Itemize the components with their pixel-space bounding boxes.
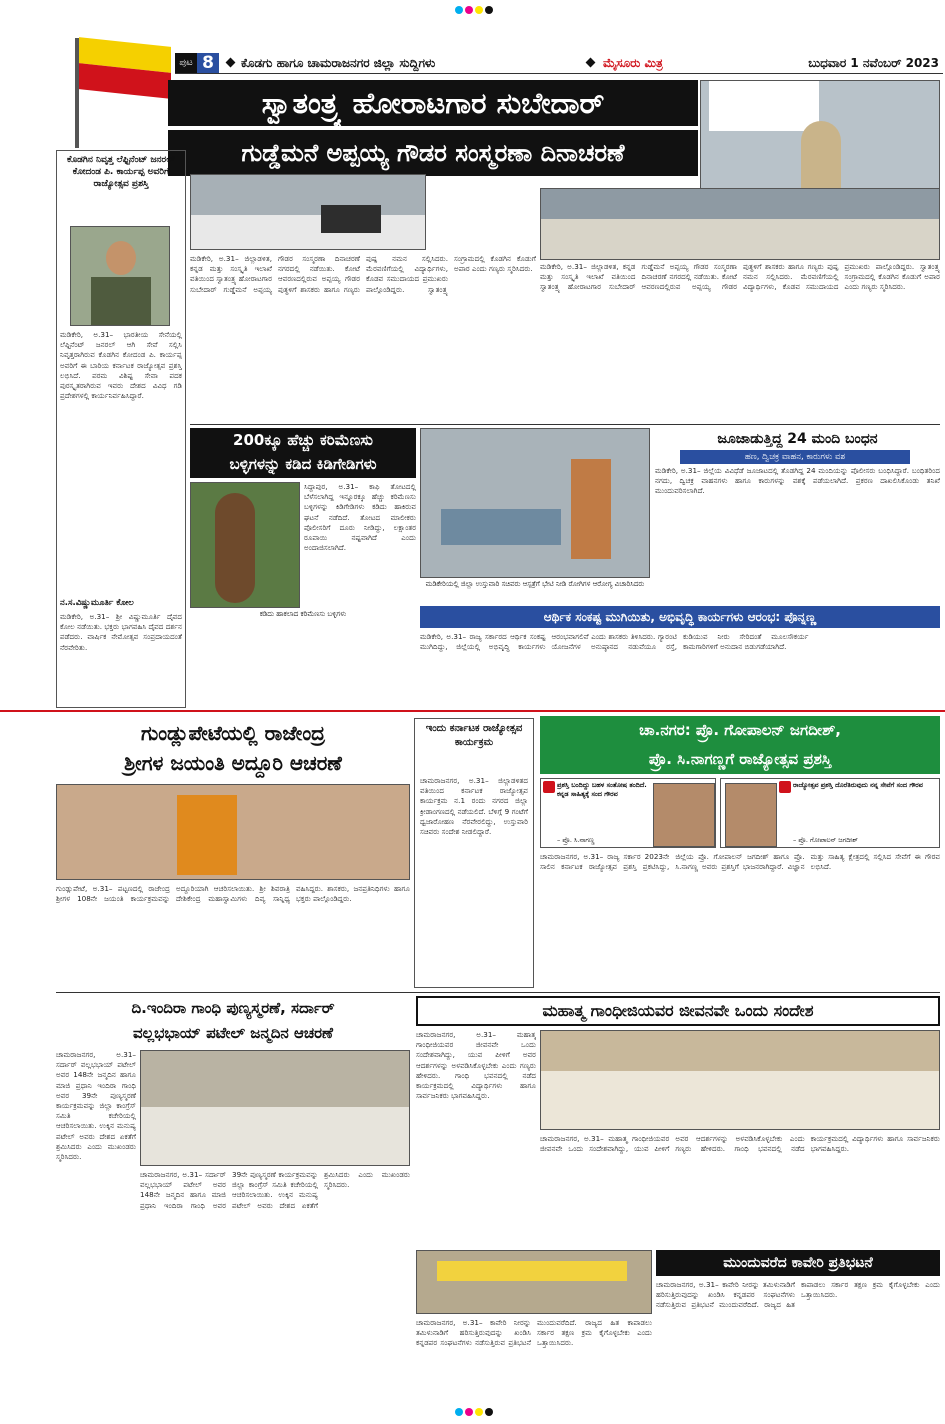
page-number: 8 <box>197 53 219 73</box>
caption-backdrop <box>709 81 819 131</box>
main-headline-line-2: ಗುಡ್ಡೆಮನೆ ಅಪ್ಪಯ್ಯ ಗೌಡರ ಸಂಸ್ಮರಣಾ ದಿನಾಚರಣೆ <box>168 130 698 176</box>
gathered-dignitaries <box>541 219 940 260</box>
quote-box-jagadish <box>720 778 940 848</box>
award-headline <box>540 716 940 774</box>
registration-dot-yellow <box>475 6 483 14</box>
indira-headline-line-2: ವಲ್ಲಭಭಾಯ್ ಪಟೇಲ್ ಜನ್ಮದಿನ ಆಚರಣೆ <box>133 1024 333 1042</box>
quote-1-text: ಪ್ರಶಸ್ತಿ ಬಂದಿದ್ದು ಬಹಳ ಸಂತೋಷ ತಂದಿದೆ. ಕನ್ನಡ ಸಾಹಿತ್ಯಕ್ಕೆ ಸಂದ ಗೌರವ <box>557 781 647 798</box>
page-header <box>175 52 943 74</box>
attendees <box>141 1107 410 1166</box>
page-divider <box>0 710 945 712</box>
quote-icon <box>543 781 555 793</box>
gandhi-body-continued: ಚಾಮರಾಜನಗರ, ಅ.31– ಮಹಾತ್ಮ ಗಾಂಧೀಜಿಯವರ ಜೀವನವೇ ಒಂದು ಸಂದೇಶವಾಗಿದ್ದು, ಯುವ ಪೀಳಿಗೆ ಅವರ ಆದರ್ಶಗಳನ್ನು ಅಳವಡಿಸಿಕೊಳ್ಳಬೇಕು ಎಂದು ಗಣ್ಯರು ಹೇಳಿದರು. ಗಾಂಧಿ ಭವನದಲ್ಲಿ ನಡೆದ ಕಾರ್ಯಕ್ರಮದಲ್ಲಿ ವಿದ್ಯಾರ್ಥಿಗಳು ಹಾಗೂ ಸಾರ್ವಜನಿಕರು ಭಾಗವಹಿಸಿದ್ದರು. <box>540 1134 940 1154</box>
rajyotsava-body: ಚಾಮರಾಜನಗರ, ಅ.31– ಜಿಲ್ಲಾಡಳಿತದ ವತಿಯಿಂದ ಕರ್ನಾಟಕ ರಾಜ್ಯೋತ್ಸವ ಕಾರ್ಯಕ್ರಮ ನ.1 ರಂದು ನಗರದ ಜಿಲ್ಲಾ ಕ್ರೀಡಾಂಗಣದಲ್ಲಿ ನಡೆಯಲಿದೆ. ಬೆಳಿಗ್ಗೆ 9 ಗಂಟೆಗೆ ಧ್ವಜಾರೋಹಣ ನೆರವೇರಲಿದ್ದು, ಉಸ್ತುವಾರಿ ಸಚಿವರು ಸಂದೇಶ ನೀಡಲಿದ್ದಾರೆ. <box>420 776 528 837</box>
portrait-uniform <box>91 277 151 326</box>
hospital-visit-photo <box>420 428 650 578</box>
hospital-bed <box>441 509 561 545</box>
quote-box-nagannna <box>540 778 716 848</box>
protest-body: ಚಾಮರಾಜನಗರ, ಅ.31– ಕಾವೇರಿ ನೀರನ್ನು ತಮಿಳುನಾಡಿಗೆ ಹರಿಸುತ್ತಿರುವುದನ್ನು ಖಂಡಿಸಿ ಕನ್ನಡಪರ ಸಂಘಟನೆಗಳು ನಡೆಸುತ್ತಿರುವ ಪ್ರತಿಭಟನೆ ಮುಂದುವರೆದಿದೆ. ರಾಜ್ಯದ ಹಿತ ಕಾಪಾಡಲು ಸರ್ಕಾರ ತಕ್ಷಣ ಕ್ರಮ ಕೈಗೊಳ್ಳಬೇಕು ಎಂದು ಒತ್ತಾಯಿಸಿದರು. <box>416 1318 652 1348</box>
quote-1-attribution: – ಪ್ರೊ. ಸಿ.ನಾಗಣ್ಣ <box>557 836 595 844</box>
quote-2-attribution: – ಪ್ರೊ. ಗೋಪಾಲನ್ ಜಗದೀಶ್ <box>793 836 858 844</box>
floral-tribute-photo <box>540 188 940 260</box>
marchers <box>191 215 426 250</box>
hospital-photo-caption: ಮಡಿಕೇರಿಯಲ್ಲಿ ಜಿಲ್ಲಾ ಉಸ್ತುವಾರಿ ಸಚಿವರು ಆಸ್ಪತ್ರೆಗೆ ಭೇಟಿ ನೀಡಿ ರೋಗಿಗಳ ಆರೋಗ್ಯ ವಿಚಾರಿಸಿದರು <box>425 580 645 588</box>
cut-vine <box>215 493 255 603</box>
jayanthi-headline-line-2: ಶ್ರೀಗಳ ಜಯಂತಿ ಅದ್ದೂರಿ ಆಚರಣೆ <box>124 751 342 775</box>
issue-date: ಬುಧವಾರ 1 ನವೆಂಬರ್ 2023 <box>808 56 939 70</box>
diamond-icon <box>226 58 236 68</box>
sidebar-sub-body: ಮಡಿಕೇರಿ, ಅ.31– ಶ್ರೀ ವಿಷ್ಣುಮೂರ್ತಿ ದೈವದ ಕೋಲ ನಡೆಯಿತು. ಭಕ್ತರು ಭಾಗವಹಿಸಿ ದೈವದ ದರ್ಶನ ಪಡೆದರು. ವಾರ್ಷಿಕ ನೇಮೋತ್ಸವ ಸಂಪ್ರದಾಯದಂತೆ ನೆರವೇರಿತು. <box>60 612 182 652</box>
sidebar-body: ಮಡಿಕೇರಿ, ಅ.31– ಭಾರತೀಯ ಸೇನೆಯಲ್ಲಿ ಲೆಫ್ಟಿನೆಂಟ್ ಜನರಲ್ ಆಗಿ ಸೇವೆ ಸಲ್ಲಿಸಿ ನಿವೃತ್ತರಾಗಿರುವ ಕೊಡಗಿನ ಕೋದಂಡ ಪಿ. ಕಾರ್ಯಪ್ಪ ಅವರಿಗೆ ಈ ಬಾರಿಯ ಕರ್ನಾಟಕ ರಾಜ್ಯೋತ್ಸವ ಪ್ರಶಸ್ತಿ ಲಭಿಸಿದೆ. ಪರಮ ವಿಶಿಷ್ಟ ಸೇವಾ ಪದಕ ಪುರಸ್ಕೃತರಾಗಿರುವ ಇವರು ದೇಶದ ವಿವಿಧ ಗಡಿ ಪ್ರದೇಶಗಳಲ್ಲಿ ಕಾರ್ಯನಿರ್ವಹಿಸಿದ್ದಾರೆ. <box>60 330 182 401</box>
procession-photo <box>190 174 426 250</box>
karnataka-flag <box>55 38 175 148</box>
main-story-body-continued: ಮಡಿಕೇರಿ, ಅ.31– ಜಿಲ್ಲಾಡಳಿತ, ಕನ್ನಡ ಮತ್ತು ಸಂಸ್ಕೃತಿ ಇಲಾಖೆ ವತಿಯಿಂದ ಸ್ವಾತಂತ್ರ್ಯ ಹೋರಾಟಗಾರ ಸುಬೇದಾರ್ ಗುಡ್ಡೆಮನೆ ಅಪ್ಪಯ್ಯ ಗೌಡರ ಸಂಸ್ಮರಣಾ ದಿನಾಚರಣೆ ನಗರದಲ್ಲಿ ನಡೆಯಿತು. ಕೋಟೆ ಆವರಣದಲ್ಲಿರುವ ಅಪ್ಪಯ್ಯ ಗೌಡರ ಪುತ್ಥಳಿಗೆ ಶಾಸಕರು ಹಾಗೂ ಗಣ್ಯರು ಪುಷ್ಪ ನಮನ ಸಲ್ಲಿಸಿದರು. ಮೆರವಣಿಗೆಯಲ್ಲಿ ವಿದ್ಯಾರ್ಥಿಗಳು, ಕೊಡವ ಸಮುದಾಯದ ಪ್ರಮುಖರು ಪಾಲ್ಗೊಂಡಿದ್ದರು. ಸ್ವಾತಂತ್ರ್ಯ ಸಂಗ್ರಾಮದಲ್ಲಿ ಕೊಡಗಿನ ಕೊಡುಗೆ ಅಪಾರ ಎಂದು ಗಣ್ಯರು ಸ್ಮರಿಸಿದರು. <box>540 262 940 292</box>
jayanthi-headline <box>56 718 410 782</box>
visitor <box>571 459 611 559</box>
indira-body-continued: ಚಾಮರಾಜನಗರ, ಅ.31– ಸರ್ದಾರ್ ವಲ್ಲಭಭಾಯ್ ಪಟೇಲ್ ಅವರ 148ನೇ ಜನ್ಮದಿನ ಹಾಗೂ ಮಾಜಿ ಪ್ರಧಾನಿ ಇಂದಿರಾ ಗಾಂಧಿ ಅವರ 39ನೇ ಪುಣ್ಯಸ್ಮರಣೆ ಕಾರ್ಯಕ್ರಮವನ್ನು ಜಿಲ್ಲಾ ಕಾಂಗ್ರೆಸ್ ಸಮಿತಿ ಕಚೇರಿಯಲ್ಲಿ ಆಚರಿಸಲಾಯಿತು. ಉಕ್ಕಿನ ಮನುಷ್ಯ ಪಟೇಲ್ ಅವರು ದೇಶದ ಏಕತೆಗೆ ಶ್ರಮಿಸಿದರು ಎಂದು ಮುಖಂಡರು ಸ್ಮರಿಸಿದರು. <box>140 1170 410 1210</box>
pepper-photo-caption: ಕಡಿದು ಹಾಕಲಾದ ಕರಿಮೆಣಸು ಬಳ್ಳಿಗಳು <box>259 610 347 618</box>
registration-dot-cyan <box>455 6 463 14</box>
protest-photo <box>416 1250 652 1314</box>
nagannna-portrait <box>653 783 715 847</box>
protest-banner <box>437 1261 627 1281</box>
gandhi-body: ಚಾಮರಾಜನಗರ, ಅ.31– ಮಹಾತ್ಮ ಗಾಂಧೀಜಿಯವರ ಜೀವನವೇ ಒಂದು ಸಂದೇಶವಾಗಿದ್ದು, ಯುವ ಪೀಳಿಗೆ ಅವರ ಆದರ್ಶಗಳನ್ನು ಅಳವಡಿಸಿಕೊಳ್ಳಬೇಕು ಎಂದು ಗಣ್ಯರು ಹೇಳಿದರು. ಗಾಂಧಿ ಭವನದಲ್ಲಿ ನಡೆದ ಕಾರ್ಯಕ್ರಮದಲ್ಲಿ ವಿದ್ಯಾರ್ಥಿಗಳು ಹಾಗೂ ಸಾರ್ವಜನಿಕರು ಭಾಗವಹಿಸಿದ್ದರು. <box>416 1030 536 1101</box>
jayanthi-body: ಗುಂಡ್ಲುಪೇಟೆ, ಅ.31– ಪಟ್ಟಣದಲ್ಲಿ ರಾಜೇಂದ್ರ ಶ್ರೀಗಳ 108ನೇ ಜಯಂತಿ ಕಾರ್ಯಕ್ರಮವನ್ನು ಅದ್ದೂರಿಯಾಗಿ ಆಚರಿಸಲಾಯಿತು. ಶ್ರೀ ಶಿವರಾತ್ರಿ ದೇಶಿಕೇಂದ್ರ ಮಹಾಸ್ವಾಮಿಗಳು ದಿವ್ಯ ಸಾನ್ನಿಧ್ಯ ವಹಿಸಿದ್ದರು. ಶಾಸಕರು, ಜನಪ್ರತಿನಿಧಿಗಳು ಹಾಗೂ ಭಕ್ತರು ಪಾಲ್ಗೊಂಡಿದ್ದರು. <box>56 884 410 904</box>
award-headline-line-2: ಪ್ರೊ. ಸಿ.ನಾಗಣ್ಣಗೆ ರಾಜ್ಯೋತ್ಸವ ಪ್ರಶಸ್ತಿ <box>648 750 832 768</box>
diamond-icon <box>586 58 596 68</box>
indira-headline-line-1: ದಿ.ಇಂದಿರಾ ಗಾಂಧಿ ಪುಣ್ಯಸ್ಮರಣೆ, ಸರ್ದಾರ್ <box>131 999 335 1017</box>
indira-event-photo <box>140 1050 410 1166</box>
economy-headline: ಆರ್ಥಿಕ ಸಂಕಷ್ಟ ಮುಗಿಯಿತು, ಅಭಿವೃದ್ಧಿ ಕಾರ್ಯಗಳು ಆರಂಭ: ಪೊನ್ನಣ್ಣ <box>420 606 940 628</box>
event-guests <box>541 1071 940 1130</box>
gandhi-event-photo <box>540 1030 940 1130</box>
section-title: ಕೊಡಗು ಹಾಗೂ ಚಾಮರಾಜನಗರ ಜಿಲ್ಲಾ ಸುದ್ದಿಗಳು <box>241 56 436 70</box>
pepper-vines-photo <box>190 482 300 608</box>
banner <box>321 205 381 233</box>
cauvery-headline: ಮುಂದುವರೆದ ಕಾವೇರಿ ಪ್ರತಿಭಟನೆ <box>656 1250 940 1276</box>
arrest-body: ಮಡಿಕೇರಿ, ಅ.31– ಜಿಲ್ಲೆಯ ವಿವಿಧೆಡೆ ಜೂಜಾಟದಲ್ಲಿ ತೊಡಗಿದ್ದ 24 ಮಂದಿಯನ್ನು ಪೊಲೀಸರು ಬಂಧಿಸಿದ್ದಾರೆ. ಬಂಧಿತರಿಂದ ನಗದು, ದ್ವಿಚಕ್ರ ವಾಹನಗಳು ಹಾಗೂ ಕಾರುಗಳನ್ನು ವಶಕ್ಕೆ ಪಡೆಯಲಾಗಿದೆ. ಪ್ರಕರಣ ದಾಖಲಿಸಿಕೊಂಡು ತನಿಖೆ ಮುಂದುವರಿಸಲಾಗಿದೆ. <box>655 466 940 496</box>
arrest-subhead: ಹಣ, ದ್ವಿಚಕ್ರ ವಾಹನ, ಕಾರುಗಳು ವಶ <box>680 450 910 464</box>
quote-2-text: ರಾಜ್ಯೋತ್ಸವ ಪ್ರಶಸ್ತಿ ದೊರೆತಿರುವುದು ನನ್ನ ಸೇವೆಗೆ ಸಂದ ಗೌರವ <box>793 781 923 789</box>
quote-icon <box>779 781 791 793</box>
page-label: ಪುಟ <box>175 53 197 73</box>
award-headline-line-1: ಚಾ.ನಗರ: ಪ್ರೊ. ಗೋಪಾಲನ್ ಜಗದೀಶ್, <box>639 721 841 739</box>
gandhi-headline: ಮಹಾತ್ಮ ಗಾಂಧೀಜಿಯವರ ಜೀವನವೇ ಒಂದು ಸಂದೇಶ <box>416 996 940 1026</box>
jayanthi-stage-photo <box>56 784 410 880</box>
registration-dot-black <box>485 6 493 14</box>
sidebar-headline: ಕೊಡಗಿನ ನಿವೃತ್ತ ಲೆಫ್ಟಿನೆಂಟ್ ಜನರಲ್ ಕೋದಂಡ ಪಿ. ಕಾರ್ಯಪ್ಪ ಅವರಿಗೆ ರಾಜ್ಯೋತ್ಸವ ಪ್ರಶಸ್ತಿ <box>67 155 175 189</box>
rajyotsava-headline: ಇಂದು ಕರ್ನಾಟಕ ರಾಜ್ಯೋತ್ಸವ ಕಾರ್ಯಕ್ರಮ <box>425 723 523 748</box>
cauvery-body: ಚಾಮರಾಜನಗರ, ಅ.31– ಕಾವೇರಿ ನೀರನ್ನು ತಮಿಳುನಾಡಿಗೆ ಹರಿಸುತ್ತಿರುವುದನ್ನು ಖಂಡಿಸಿ ಕನ್ನಡಪರ ಸಂಘಟನೆಗಳು ನಡೆಸುತ್ತಿರುವ ಪ್ರತಿಭಟನೆ ಮುಂದುವರೆದಿದೆ. ರಾಜ್ಯದ ಹಿತ ಕಾಪಾಡಲು ಸರ್ಕಾರ ತಕ್ಷಣ ಕ್ರಮ ಕೈಗೊಳ್ಳಬೇಕು ಎಂದು ಒತ್ತಾಯಿಸಿದರು. <box>656 1280 940 1310</box>
main-headline-line-1: ಸ್ವಾತಂತ್ರ್ಯ ಹೋರಾಟಗಾರ ಸುಬೇದಾರ್ <box>168 80 698 126</box>
pepper-body-text: ಸಿದ್ದಾಪುರ, ಅ.31– ಕಾಫಿ ತೋಟದಲ್ಲಿ ಬೆಳೆಸಲಾಗಿದ್ದ ಇನ್ನೂರಕ್ಕೂ ಹೆಚ್ಚು ಕರಿಮೆಣಸು ಬಳ್ಳಿಗಳನ್ನು ಕಿಡಿಗೇಡಿಗಳು ಕಡಿದು ಹಾಕಿರುವ ಘಟನೆ ನಡೆದಿದೆ. ತೋಟದ ಮಾಲೀಕರು ಪೊಲೀಸರಿಗೆ ದೂರು ನೀಡಿದ್ದು, ಲಕ್ಷಾಂತರ ರೂಪಾಯಿ ನಷ್ಟವಾಗಿದೆ ಎಂದು ಅಂದಾಜಿಸಲಾಗಿದೆ. <box>304 482 416 553</box>
award-body: ಚಾಮರಾಜನಗರ, ಅ.31– ರಾಜ್ಯ ಸರ್ಕಾರ 2023ನೇ ಸಾಲಿನ ಕರ್ನಾಟಕ ರಾಜ್ಯೋತ್ಸವ ಪ್ರಶಸ್ತಿ ಪ್ರಕಟಿಸಿದ್ದು, ಜಿಲ್ಲೆಯ ಪ್ರೊ. ಗೋಪಾಲನ್ ಜಗದೀಶ್ ಹಾಗೂ ಪ್ರೊ. ಸಿ.ನಾಗಣ್ಣ ಅವರು ಪ್ರಶಸ್ತಿಗೆ ಭಾಜನರಾಗಿದ್ದಾರೆ. ವಿಜ್ಞಾನ ಮತ್ತು ಸಾಹಿತ್ಯ ಕ್ಷೇತ್ರದಲ್ಲಿ ಸಲ್ಲಿಸಿದ ಸೇವೆಗೆ ಈ ಗೌರವ ಲಭಿಸಿದೆ. <box>540 852 940 872</box>
sidebar-sub-headline: ನ.ಸ.ವಿಷ್ಣುಮೂರ್ತಿ ಕೋಲ <box>60 598 134 608</box>
indira-body: ಚಾಮರಾಜನಗರ, ಅ.31– ಸರ್ದಾರ್ ವಲ್ಲಭಭಾಯ್ ಪಟೇಲ್ ಅವರ 148ನೇ ಜನ್ಮದಿನ ಹಾಗೂ ಮಾಜಿ ಪ್ರಧಾನಿ ಇಂದಿರಾ ಗಾಂಧಿ ಅವರ 39ನೇ ಪುಣ್ಯಸ್ಮರಣೆ ಕಾರ್ಯಕ್ರಮವನ್ನು ಜಿಲ್ಲಾ ಕಾಂಗ್ರೆಸ್ ಸಮಿತಿ ಕಚೇರಿಯಲ್ಲಿ ಆಚರಿಸಲಾಯಿತು. ಉಕ್ಕಿನ ಮನುಷ್ಯ ಪಟೇಲ್ ಅವರು ದೇಶದ ಏಕತೆಗೆ ಶ್ರಮಿಸಿದರು ಎಂದು ಮುಖಂಡರು ಸ್ಮರಿಸಿದರು. <box>56 1050 136 1162</box>
swamiji-figure <box>177 795 237 875</box>
masthead: ಮೈಸೂರು ಮಿತ್ರ <box>603 56 663 70</box>
registration-dot-magenta <box>465 6 473 14</box>
jagadish-portrait <box>725 783 777 847</box>
lt-gen-portrait <box>70 226 170 326</box>
portrait-face <box>106 241 136 275</box>
section-rule <box>190 424 940 425</box>
jayanthi-headline-line-1: ಗುಂಡ್ಲುಪೇಟೆಯಲ್ಲಿ ರಾಜೇಂದ್ರ <box>141 721 325 745</box>
economy-body: ಮಡಿಕೇರಿ, ಅ.31– ರಾಜ್ಯ ಸರ್ಕಾರದ ಆರ್ಥಿಕ ಸಂಕಷ್ಟ ಮುಗಿದಿದ್ದು, ಜಿಲ್ಲೆಯಲ್ಲಿ ಅಭಿವೃದ್ಧಿ ಕಾರ್ಯಗಳು ಆರಂಭವಾಗಲಿವೆ ಎಂದು ಶಾಸಕರು ತಿಳಿಸಿದರು. ಗ್ಯಾರಂಟಿ ಯೋಜನೆಗಳ ಅನುಷ್ಠಾನದ ನಡುವೆಯೂ ರಸ್ತೆ, ಕುಡಿಯುವ ನೀರು ಸೇರಿದಂತೆ ಮೂಲಸೌಕರ್ಯ ಕಾಮಗಾರಿಗಳಿಗೆ ಅನುದಾನ ಬಿಡುಗಡೆಯಾಗಿದೆ. <box>420 632 809 652</box>
arrest-headline: ಜೂಜಾಡುತ್ತಿದ್ದ 24 ಮಂದಿ ಬಂಧನ <box>717 431 878 447</box>
section-rule <box>56 992 940 993</box>
pepper-headline-line-1: 200ಕ್ಕೂ ಹೆಚ್ಚು ಕರಿಮೆಣಸು <box>233 431 373 449</box>
indira-headline <box>56 996 410 1046</box>
pepper-headline <box>190 428 416 478</box>
main-headline <box>168 80 698 176</box>
pepper-headline-line-2: ಬಳ್ಳಿಗಳನ್ನು ಕಡಿದ ಕಿಡಿಗೇಡಿಗಳು <box>229 455 377 473</box>
main-story-body: ಮಡಿಕೇರಿ, ಅ.31– ಜಿಲ್ಲಾಡಳಿತ, ಕನ್ನಡ ಮತ್ತು ಸಂಸ್ಕೃತಿ ಇಲಾಖೆ ವತಿಯಿಂದ ಸ್ವಾತಂತ್ರ್ಯ ಹೋರಾಟಗಾರ ಸುಬೇದಾರ್ ಗುಡ್ಡೆಮನೆ ಅಪ್ಪಯ್ಯ ಗೌಡರ ಸಂಸ್ಮರಣಾ ದಿನಾಚರಣೆ ನಗರದಲ್ಲಿ ನಡೆಯಿತು. ಕೋಟೆ ಆವರಣದಲ್ಲಿರುವ ಅಪ್ಪಯ್ಯ ಗೌಡರ ಪುತ್ಥಳಿಗೆ ಶಾಸಕರು ಹಾಗೂ ಗಣ್ಯರು ಪುಷ್ಪ ನಮನ ಸಲ್ಲಿಸಿದರು. ಮೆರವಣಿಗೆಯಲ್ಲಿ ವಿದ್ಯಾರ್ಥಿಗಳು, ಕೊಡವ ಸಮುದಾಯದ ಪ್ರಮುಖರು ಪಾಲ್ಗೊಂಡಿದ್ದರು. ಸ್ವಾತಂತ್ರ್ಯ ಸಂಗ್ರಾಮದಲ್ಲಿ ಕೊಡಗಿನ ಕೊಡುಗೆ ಅಪಾರ ಎಂದು ಗಣ್ಯರು ಸ್ಮರಿಸಿದರು. <box>190 254 536 294</box>
